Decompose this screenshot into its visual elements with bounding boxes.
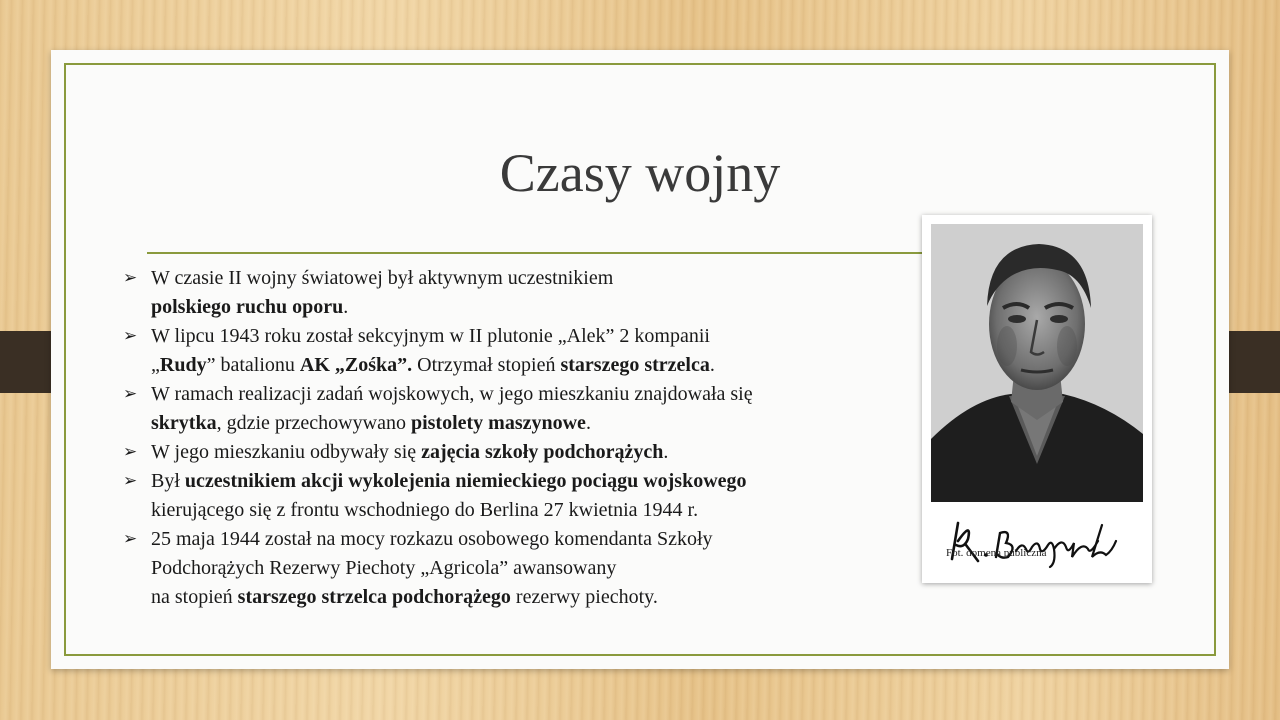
- arrow-right-icon: ➢: [123, 471, 138, 491]
- bullet-text: na stopień: [151, 586, 238, 608]
- bullet-bold-text: starszego strzelca podchorążego: [237, 586, 511, 608]
- bullet-item: [123, 322, 903, 380]
- bullet-bold-text: pistolety maszynowe: [410, 412, 586, 434]
- bullet-text: , gdzie przechowywano: [216, 412, 411, 434]
- arrow-right-icon: ➢: [123, 442, 138, 462]
- bullet-bold-text: zajęcia szkoły podchorążych: [421, 441, 664, 463]
- bullet-text: W lipcu 1943 roku został sekcyjnym w II plutonie „Alek” 2 kompanii: [151, 325, 710, 347]
- bullet-item: [123, 438, 903, 467]
- portrait-photo: [931, 224, 1143, 502]
- arrow-right-icon: ➢: [123, 326, 138, 346]
- bullet-bold-text: Rudy: [159, 354, 207, 376]
- bullet-bold-text: starszego strzelca: [560, 354, 710, 376]
- bullet-text: rezerwy piechoty.: [510, 586, 658, 608]
- bullet-bold-text: polskiego ruchu oporu: [151, 296, 344, 318]
- bullet-text: W ramach realizacji zadań wojskowych, w jego mieszkaniu znajdowała się: [151, 383, 753, 405]
- title-underline: [147, 252, 927, 254]
- bullet-item: [123, 467, 903, 525]
- bullet-text: ” batalionu: [206, 354, 300, 376]
- bullet-text: Otrzymał stopień: [412, 354, 561, 376]
- arrow-right-icon: ➢: [123, 268, 138, 288]
- bullet-text: .: [709, 354, 715, 376]
- bullet-text: „: [151, 354, 160, 376]
- bullet-bold-text: AK „Zośka”.: [299, 354, 413, 376]
- bullet-bold-text: skrytka: [151, 412, 217, 434]
- bullet-item: [123, 380, 903, 438]
- bullet-text: W jego mieszkaniu odbywały się: [151, 441, 422, 463]
- bullet-text: kierującego się z frontu wschodniego do Berlina 27 kwietnia 1944 r.: [151, 499, 699, 521]
- slide-title: Czasy wojny: [499, 143, 781, 203]
- slide: [51, 50, 1229, 669]
- bullet-item: [123, 525, 903, 612]
- bullet-list: [123, 264, 903, 612]
- portrait-illustration: [931, 224, 1143, 502]
- portrait-photo-card: [922, 215, 1152, 583]
- bullet-text: .: [585, 412, 591, 434]
- bullet-text: .: [343, 296, 349, 318]
- bullet-text: .: [663, 441, 669, 463]
- bullet-text: 25 maja 1944 został na mocy rozkazu osobowego komendanta Szkoły: [151, 528, 713, 550]
- photo-caption: Fot. domena publiczna: [946, 547, 1047, 559]
- bullet-item: [123, 264, 903, 322]
- bullet-text: Był: [151, 470, 185, 492]
- arrow-right-icon: ➢: [123, 384, 138, 404]
- bullet-bold-text: uczestnikiem akcji wykolejenia niemieckiego pociągu wojskowego: [184, 470, 747, 492]
- handwritten-signature: [942, 511, 1132, 571]
- bullet-text: Podchorążych Rezerwy Piechoty „Agricola” awansowany: [151, 557, 617, 579]
- arrow-right-icon: ➢: [123, 529, 138, 549]
- bullet-text: W czasie II wojny światowej był aktywnym uczestnikiem: [151, 267, 614, 289]
